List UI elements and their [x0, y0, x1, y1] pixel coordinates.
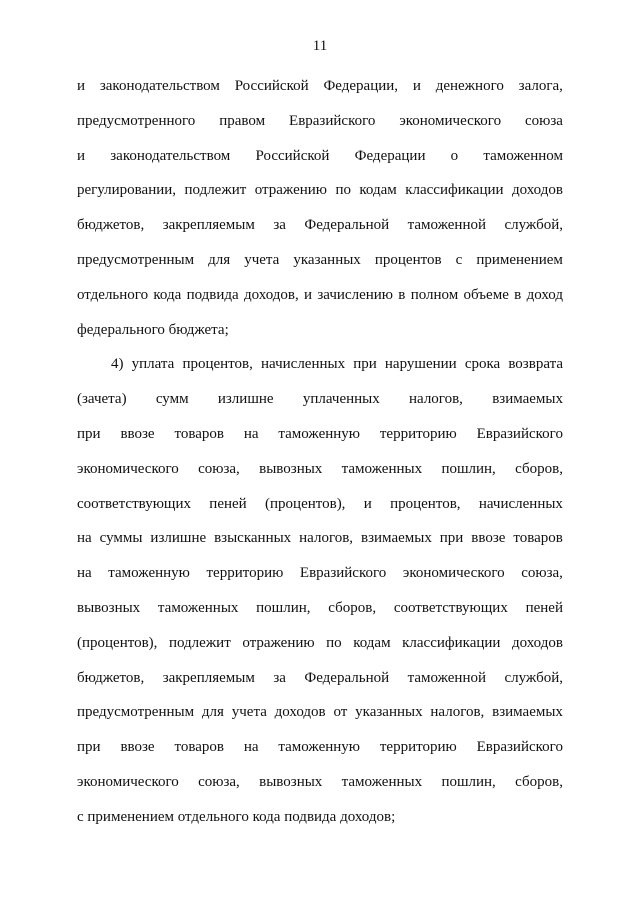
text-line	[77, 563, 563, 598]
word: предусмотренным	[77, 251, 195, 268]
word: на	[243, 425, 259, 442]
word: таможенную	[108, 565, 190, 582]
text-line	[77, 250, 563, 285]
word: Российской	[234, 78, 309, 94]
word: излишне	[150, 530, 207, 547]
word: таможенной	[407, 217, 487, 234]
text-line	[77, 424, 563, 459]
word: таможенных	[341, 773, 423, 790]
text-line	[77, 146, 563, 181]
page-number: 11	[312, 38, 328, 54]
word: для	[208, 251, 231, 268]
word: о	[450, 147, 459, 164]
word: законодательством	[99, 78, 220, 94]
word: возврата	[508, 356, 563, 373]
word: суммы	[99, 530, 143, 547]
text-line	[77, 772, 563, 807]
word: денежного	[435, 78, 504, 94]
word: Евразийского	[476, 739, 563, 756]
word: доходов,	[244, 286, 299, 303]
word: предусмотренного	[77, 112, 196, 129]
word: таможенной	[407, 669, 487, 686]
word: пошлин,	[256, 599, 311, 616]
word: с	[455, 251, 463, 268]
word: таможенную	[278, 739, 360, 756]
word: Федерации,	[323, 78, 399, 94]
word: экономического	[77, 773, 179, 790]
text-line	[77, 737, 563, 772]
text-line	[77, 494, 563, 529]
word: союза,	[198, 460, 240, 477]
word: (процентов),	[265, 495, 346, 512]
text-line	[77, 180, 563, 215]
word: экономического	[77, 460, 179, 477]
word: вывозных	[77, 599, 141, 616]
text-line	[77, 111, 563, 146]
word: ввозе	[471, 530, 506, 547]
word: срока	[464, 356, 501, 373]
word: указанных	[293, 251, 361, 268]
word: доход	[526, 286, 563, 303]
word: союза,	[198, 773, 240, 790]
word: регулировании,	[77, 182, 177, 199]
text-line	[77, 807, 563, 842]
word: сборов,	[328, 599, 377, 616]
text-line	[77, 528, 563, 563]
word: Федеральной	[304, 217, 390, 234]
word: пеней	[525, 599, 563, 616]
word: вывозных	[259, 773, 323, 790]
word: для	[201, 704, 224, 721]
word: и	[363, 495, 372, 512]
word: залога,	[518, 78, 563, 94]
line-text: федерального бюджета;	[77, 321, 229, 338]
word: 4)	[111, 356, 124, 373]
word: процентов,	[390, 495, 461, 512]
text-line	[77, 459, 563, 494]
word: пошлин,	[441, 773, 496, 790]
text-line	[77, 633, 563, 668]
word: территорию	[379, 425, 457, 442]
word: при	[77, 739, 101, 756]
word: и	[304, 286, 313, 303]
word: соответствующих	[393, 599, 508, 616]
word: территорию	[206, 565, 284, 582]
word: взимаемых	[492, 391, 563, 408]
word: взимаемых	[361, 530, 432, 547]
word: на	[243, 739, 259, 756]
word: классификации	[402, 634, 501, 651]
document-body	[77, 76, 563, 842]
word: союза,	[521, 565, 563, 582]
word: на	[77, 530, 92, 547]
word: за	[273, 669, 286, 686]
word: подвида	[186, 286, 239, 303]
word: кодам	[359, 182, 397, 199]
word: полном	[410, 286, 459, 303]
text-line	[77, 215, 563, 250]
word: по	[326, 634, 342, 651]
word: ввозе	[120, 425, 155, 442]
word: процентов	[374, 251, 442, 268]
word: применением	[476, 251, 563, 268]
word: уплата	[131, 356, 175, 373]
word: (процентов),	[77, 634, 158, 651]
word: подлежит	[184, 182, 247, 199]
word: доходов	[511, 634, 563, 651]
word: уплаченных	[302, 391, 380, 408]
word: излишне	[217, 391, 274, 408]
word: начисленных	[478, 495, 563, 512]
word: товаров	[174, 739, 224, 756]
word: законодательством	[110, 147, 231, 164]
word: службой,	[504, 217, 563, 234]
word: союза	[525, 112, 563, 129]
word: пошлин,	[441, 460, 496, 477]
word: товаров	[174, 425, 224, 442]
word: зачислению	[317, 286, 393, 303]
word: бюджетов,	[77, 669, 145, 686]
word: кодам	[353, 634, 391, 651]
word: (зачета)	[77, 391, 127, 408]
word: взысканных	[214, 530, 292, 547]
word: и	[77, 78, 86, 94]
word: пеней	[209, 495, 247, 512]
word: при	[439, 530, 464, 547]
word: предусмотренным	[77, 704, 195, 721]
word: на	[77, 565, 92, 582]
word: и	[77, 147, 86, 164]
word: экономического	[402, 565, 505, 582]
text-line	[77, 598, 563, 633]
word: кода	[153, 286, 182, 303]
word: классификации	[405, 182, 504, 199]
line-text: с применением отдельного кода подвида доходов;	[77, 808, 396, 825]
word: учета	[231, 704, 267, 721]
word: соответствующих	[77, 495, 191, 512]
text-line	[77, 320, 563, 355]
word: Федерации	[354, 147, 426, 164]
word: сборов,	[515, 773, 563, 790]
word: взимаемых	[492, 704, 563, 721]
text-line	[77, 285, 563, 320]
word: указанных	[355, 704, 423, 721]
word: при	[77, 425, 101, 442]
word: службой,	[504, 669, 563, 686]
word: территорию	[379, 739, 457, 756]
word: по	[335, 182, 351, 199]
word: отражению	[254, 182, 328, 199]
word: отражению	[242, 634, 315, 651]
word: товаров	[513, 530, 563, 547]
text-line	[77, 668, 563, 703]
word: Федеральной	[304, 669, 390, 686]
word: отдельного	[77, 286, 149, 303]
word: нарушении	[384, 356, 457, 373]
word: вывозных	[259, 460, 323, 477]
word: объеме	[463, 286, 509, 303]
word: таможенных	[157, 599, 239, 616]
word: таможенном	[483, 147, 563, 164]
word: Евразийского	[299, 565, 387, 582]
word: подлежит	[168, 634, 231, 651]
word: закрепляемым	[162, 669, 255, 686]
word: при	[353, 356, 377, 373]
word: таможенных	[341, 460, 423, 477]
word: и	[412, 78, 421, 94]
word: процентов,	[182, 356, 253, 373]
word: налогов,	[409, 391, 463, 408]
word: Российской	[255, 147, 330, 164]
word: налогов,	[430, 704, 485, 721]
word: экономического	[399, 112, 502, 129]
word: в	[398, 286, 406, 303]
word: сборов,	[515, 460, 563, 477]
word: правом	[219, 112, 266, 129]
word: Евразийского	[289, 112, 376, 129]
word: таможенную	[278, 425, 360, 442]
word: начисленных	[261, 356, 346, 373]
text-line	[77, 702, 563, 737]
word: сумм	[155, 391, 189, 408]
word: в	[514, 286, 522, 303]
word: налогов,	[299, 530, 354, 547]
text-line	[77, 76, 563, 111]
word: доходов	[511, 182, 563, 199]
word: учета	[244, 251, 280, 268]
word: от	[333, 704, 348, 721]
word: за	[273, 217, 286, 234]
word: закрепляемым	[162, 217, 255, 234]
text-line	[77, 354, 563, 389]
text-line	[77, 389, 563, 424]
word: доходов	[274, 704, 326, 721]
word: бюджетов,	[77, 217, 145, 234]
word: ввозе	[120, 739, 155, 756]
word: Евразийского	[476, 425, 563, 442]
